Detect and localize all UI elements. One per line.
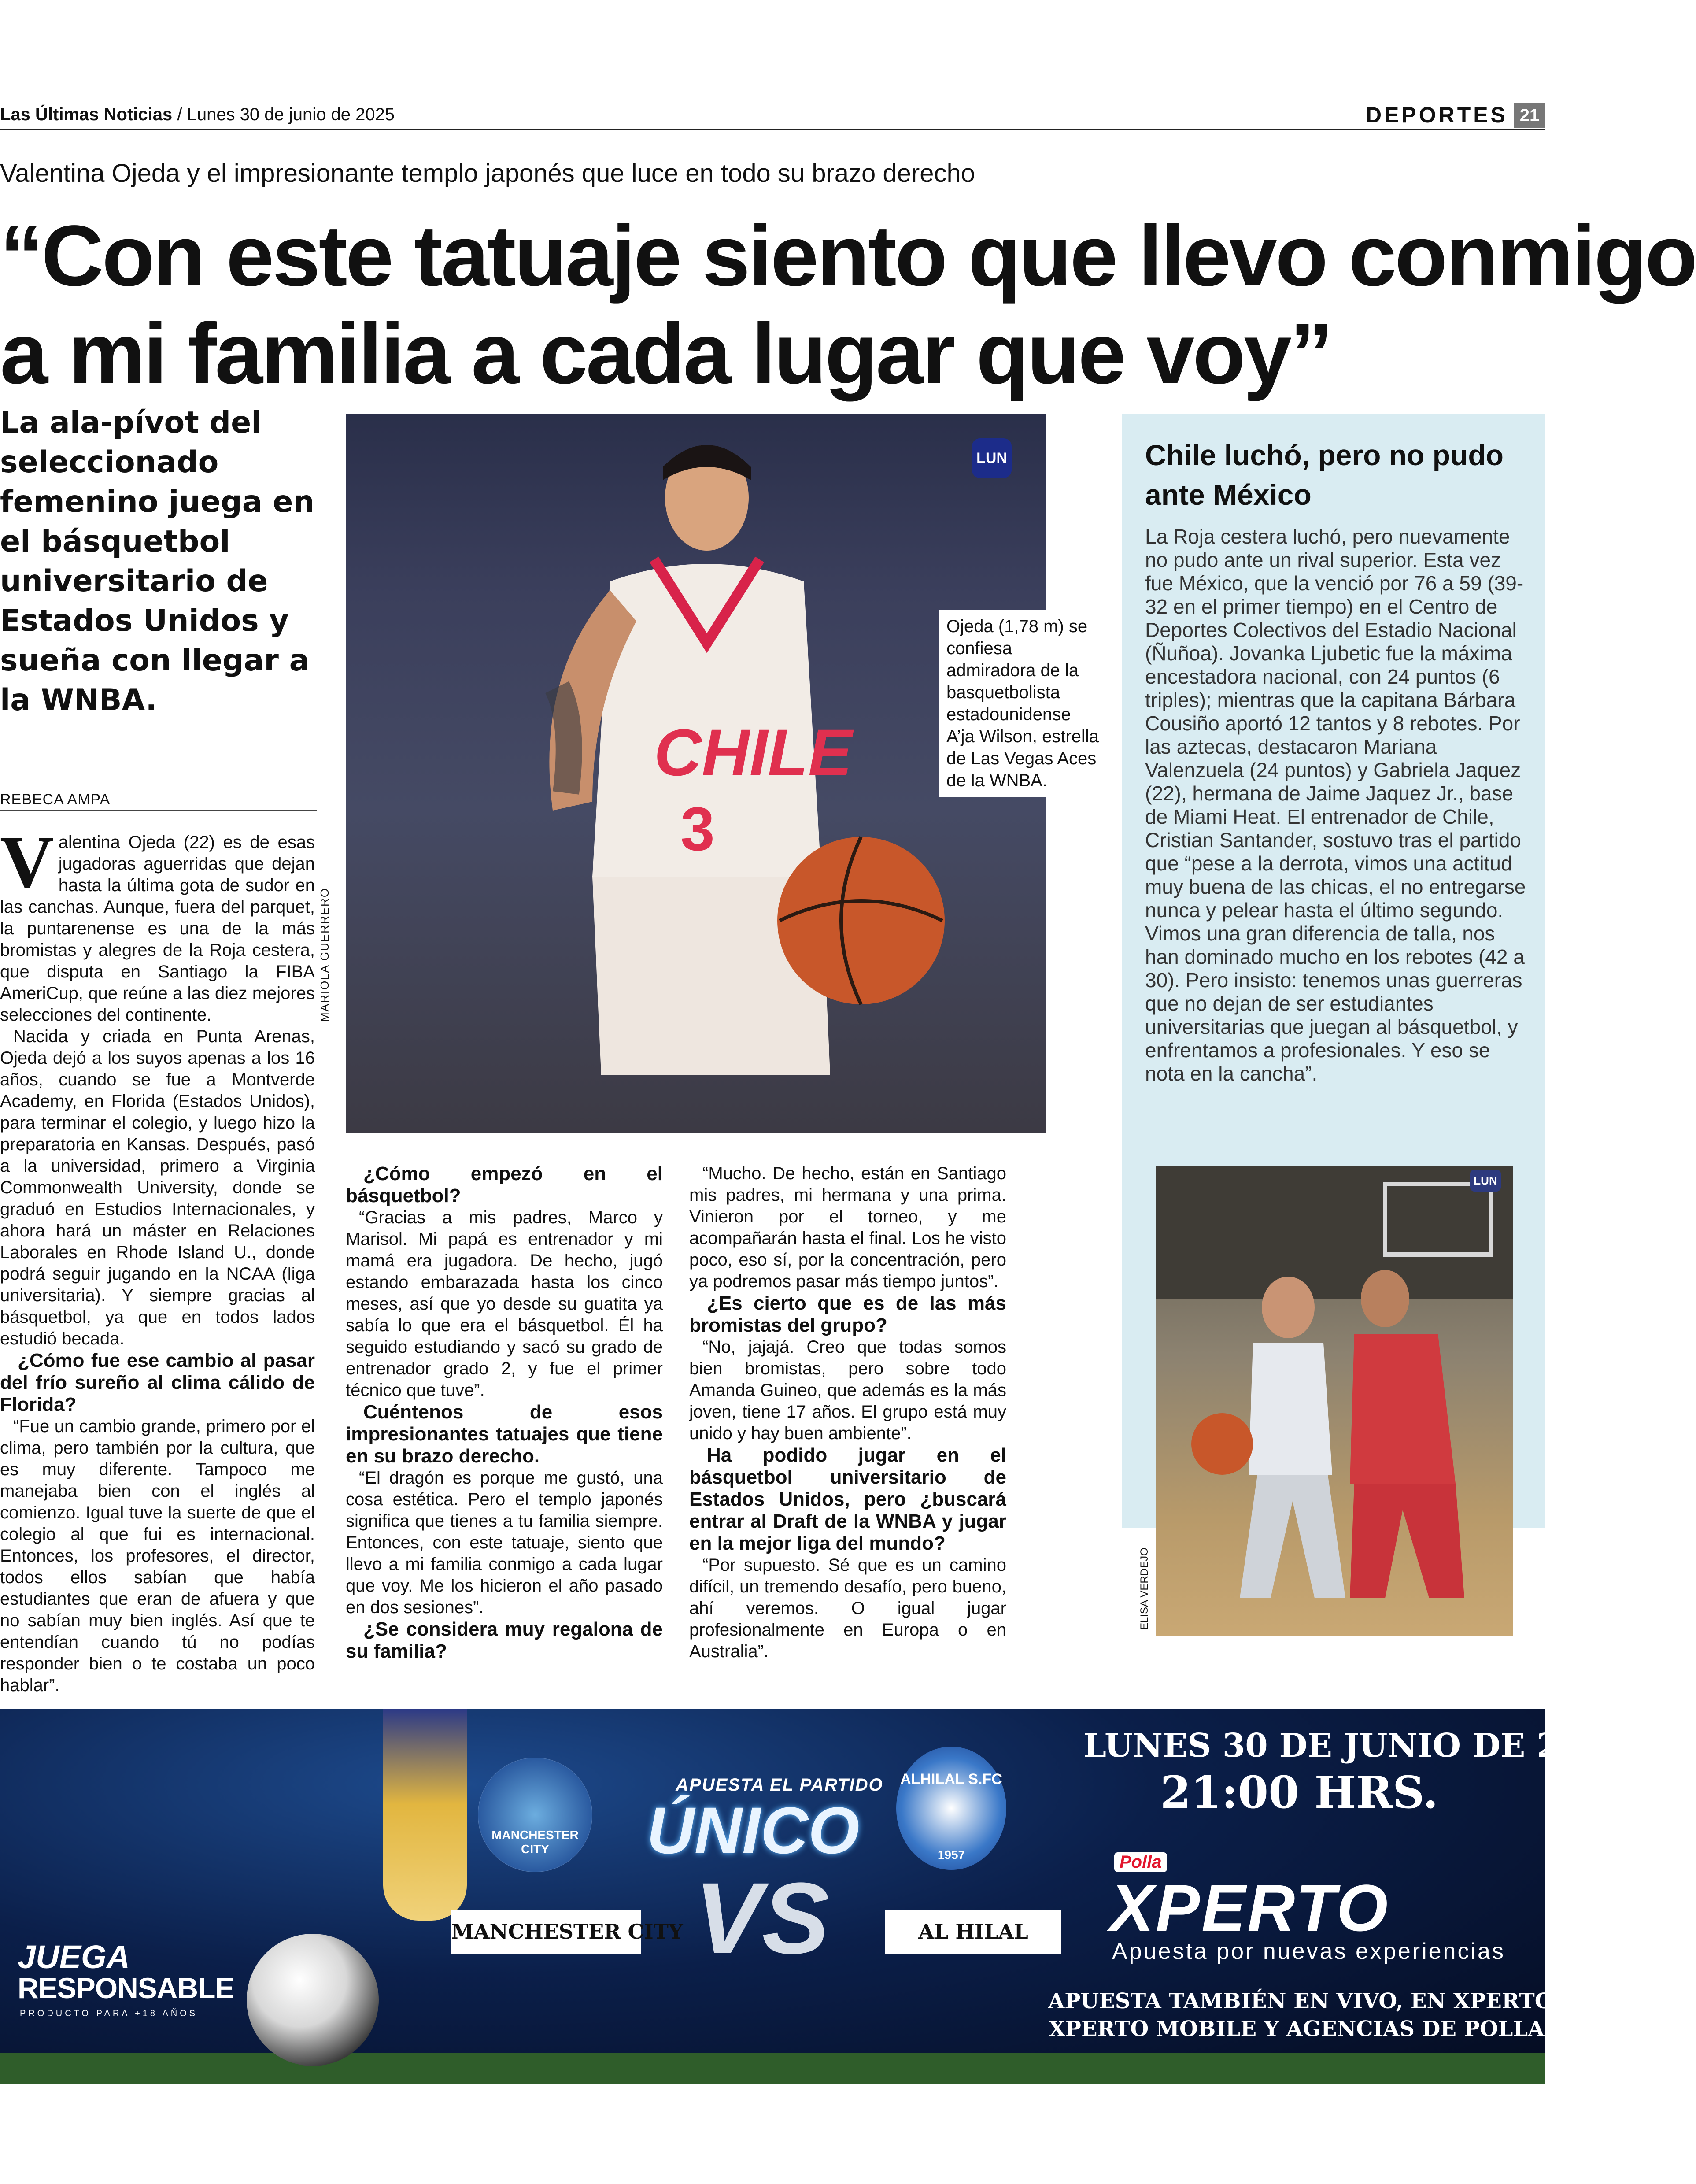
issue-date: / Lunes 30 de junio de 2025 [172, 105, 395, 124]
section-name: DEPORTES [1365, 103, 1508, 127]
publication-date [0, 105, 395, 125]
byline-rule [0, 810, 317, 811]
article-column-1 [0, 821, 315, 1696]
polla-logo: Polla [1114, 1852, 1167, 1872]
juega-responsable-logo-bottom: RESPONSABLE [18, 1972, 234, 2004]
soccer-ball-icon [247, 1934, 379, 2066]
question-4: ¿Se considera muy regalona de su familia? [346, 1618, 663, 1662]
game-illustration [1156, 1166, 1513, 1636]
ad-grass-stripe [0, 2053, 1545, 2084]
age-restriction: PRODUCTO PARA +18 AÑOS [20, 2009, 198, 2018]
headline-line-1: “Con este tatuaje siento que llevo conmigo [0, 207, 1696, 304]
dropcap: V [0, 821, 54, 903]
sidebar-photo-credit: ELISA VERDEJO [1138, 1547, 1150, 1630]
ad-match-time: 21:00 HRS. [1160, 1766, 1438, 1818]
xperto-logo: XPERTO [1110, 1871, 1390, 1945]
ad-tagline: Apuesta por nuevas experiencias [1112, 1939, 1505, 1964]
header-rule [0, 129, 1545, 130]
answer-2: “Gracias a mis padres, Marco y Marisol. Mi papá es entrenador y mi mamá era jugadora. De hecho, jugó estando embarazada hasta los cinco meses, así que yo desde su guatita ya sabía lo que era el básquetbol. Él ha seguido estudiando y sacó su grado de entrenador grado 2, y fue el primer técnico que tuve”. [346, 1208, 663, 1400]
ad-match-date: LUNES 30 DE JUNIO DE 2025 [1083, 1727, 1628, 1765]
question-2: ¿Cómo empezó en el básquetbol? [346, 1163, 663, 1207]
player-leg-graphic [383, 1709, 467, 1921]
lun-logo-badge-small: LUN [1470, 1170, 1501, 1192]
lun-logo-badge: LUN [972, 438, 1012, 478]
ad-vs-label: VS [694, 1862, 830, 1975]
ad-unico-label: ÚNICO [647, 1793, 860, 1867]
ad-cta-line-2: XPERTO MOBILE Y AGENCIAS DE POLLA [1049, 2017, 1545, 2041]
article-kicker: Valentina Ojeda y el impresionante templo japonés que luce en todo su brazo derecho [0, 159, 975, 188]
article-headline [0, 207, 1696, 403]
crest-1-name: MANCHESTER CITY [491, 1828, 579, 1856]
publication-name: Las Últimas Noticias [0, 105, 173, 124]
svg-text:CHILE: CHILE [654, 715, 852, 789]
ad-apuesta-label: APUESTA EL PARTIDO [676, 1775, 883, 1795]
photo-caption: Ojeda (1,78 m) se confiesa admiradora de la basquetbolista estadounidense A’ja Wilson, estrella de Las Vegas Aces de la WNBA. [939, 610, 1108, 797]
paragraph-intro [0, 821, 315, 1026]
team-2-label: AL HILAL [885, 1910, 1061, 1954]
question-1: ¿Cómo fue ese cambio al pasar del frío sureño al clima cálido de Florida? [0, 1350, 315, 1415]
sidebar-title: Chile luchó, pero no pudo ante México [1145, 439, 1504, 511]
juega-responsable-logo-top: JUEGA [18, 1939, 130, 1975]
question-5: ¿Es cierto que es de las más bromistas del grupo? [689, 1292, 1006, 1336]
crest-2-year: 1957 [937, 1848, 965, 1862]
team-1-label: MANCHESTER CITY [451, 1910, 641, 1954]
answer-4: “Mucho. De hecho, están en Santiago mis padres, mi hermana y una prima. Vinieron por el torneo, y me acompañarán hasta el final. Los he visto poco, eso sí, por la concentración, pero ya podremos pasar más tiempo juntos”. [689, 1164, 1006, 1291]
article-column-2 [346, 1163, 663, 1662]
paragraph-intro-text: alentina Ojeda (22) es de esas jugadoras aguerridas que dejan hasta la última gota de sudor en las canchas. Aunque, fuera del parquet, la puntarenense es una de la más bromistas y alegres de la Roja cestera, que disputa en Santiago la FIBA AmeriCup, que reúne a las diez mejores selecciones del continente. [0, 833, 315, 1025]
answer-1: “Fue un cambio grande, primero por el clima, pero también por la cultura, que es muy diferente. Tampoco me manejaba bien con el inglés al comienzo. Igual tuve la suerte de que el colegio al que fui es internacional. Entonces, los profesores, el director, todos ellos sabían que había estudiantes que eran de afuera y que no sabían muy bien inglés. Así que te entendían cuando tú no podías responder bien o te costaba un poco hablar”. [0, 1417, 315, 1695]
sidebar-body: La Roja cestera luchó, pero nuevamente no pudo ante un rival superior. Esta vez fue México, que la venció por 76 a 59 (39-32 en el primer tiempo) en el Centro de Deportes Colectivos del Estadio Nacional (Ñuñoa). Jovanka Ljubetic fue la máxima encestadora nacional, con 24 puntos (6 triples); mientras que la capitana Bárbara Cousiño aportó 12 tantos y 8 rebotes. Por las aztecas, destacaron Mariana Valenzuela (24 puntos) y Gabriela Jaquez (22), hermana de Jaime Jaquez Jr., base de Miami Heat. El entrenador de Chile, Cristian Santander, sostuvo tras el partido que “pese a la derrota, vimos una actitud muy buena de las chicas, el no entregarse nunca y pelear hasta el último segundo. Vimos una gran diferencia de talla, nos han dominado mucho en los rebotes (42 a 30). Pero insisto: tenemos unas guerreras que no dejan de ser estudiantes universitarias que juegan al básquetbol, y enfrentamos a profesionales. Y eso se nota en la cancha”. [1145, 525, 1526, 1085]
crest-2-name: ALHILAL S.FC [900, 1771, 1002, 1788]
ad-cta-line-1: APUESTA TAMBIÉN EN VIVO, EN XPERTO.CL, [1048, 1989, 1599, 2014]
question-3: Cuéntenos de esos impresionantes tatuajes que tiene en su brazo derecho. [346, 1401, 663, 1467]
article-lead: La ala-pívot del seleccionado femenino juega en el básquetbol universitario de Estados Unidos y sueña con llegar a la WNBA. [0, 405, 314, 718]
sidebar-photo [1156, 1166, 1513, 1636]
article-column-3 [689, 1163, 1006, 1662]
answer-3: “El dragón es porque me gustó, una cosa estética. Pero el templo japonés significa que tienes a tu familia siempre. Entonces, con este tatuaje, siento que llevo a mi familia conmigo a cada lugar que voy. Me los hicieron el año pasado en dos sesiones”. [346, 1468, 663, 1617]
photo-credit: MARIOLA GUERRERO [318, 887, 331, 1022]
headline-line-2: a mi familia a cada lugar que voy” [0, 305, 1331, 402]
answer-5: “No, jajajá. Creo que todas somos bien bromistas, pero sobre todo Amanda Guineo, que además es la más joven, tiene 17 años. El grupo está muy unido y hay buen ambiente”. [689, 1337, 1006, 1443]
byline: REBECA AMPA [0, 791, 111, 808]
svg-text:3: 3 [680, 794, 715, 863]
answer-6: “Por supuesto. Sé que es un camino difícil, un tremendo desafío, pero bueno, ahí veremos. O igual jugar profesionalmente en Europa o en Australia”. [689, 1555, 1006, 1661]
paragraph-background: Nacida y criada en Punta Arenas, Ojeda dejó a los suyos apenas a los 16 años, cuando se fue a Montverde Academy, en Florida (Estados Unidos), para terminar el colegio, y luego hizo la preparatoria en Kansas. Después, pasó a la universidad, primero a Virginia Commonwealth University, donde se graduó en Estudios Internacionales, y ahora hará un máster en Relaciones Laborales en Rhode Island U., donde podrá seguir jugando en la NCAA (liga universitaria). Y siempre gracias al básquetbol, ya que en todos lados estudió becada. [0, 1027, 315, 1348]
page-number: 21 [1514, 103, 1545, 128]
masthead [0, 105, 1545, 127]
question-6: Ha podido jugar en el básquetbol universitario de Estados Unidos, pero ¿buscará entrar al Draft de la WNBA y jugar en la mejor liga del mundo? [689, 1444, 1006, 1554]
